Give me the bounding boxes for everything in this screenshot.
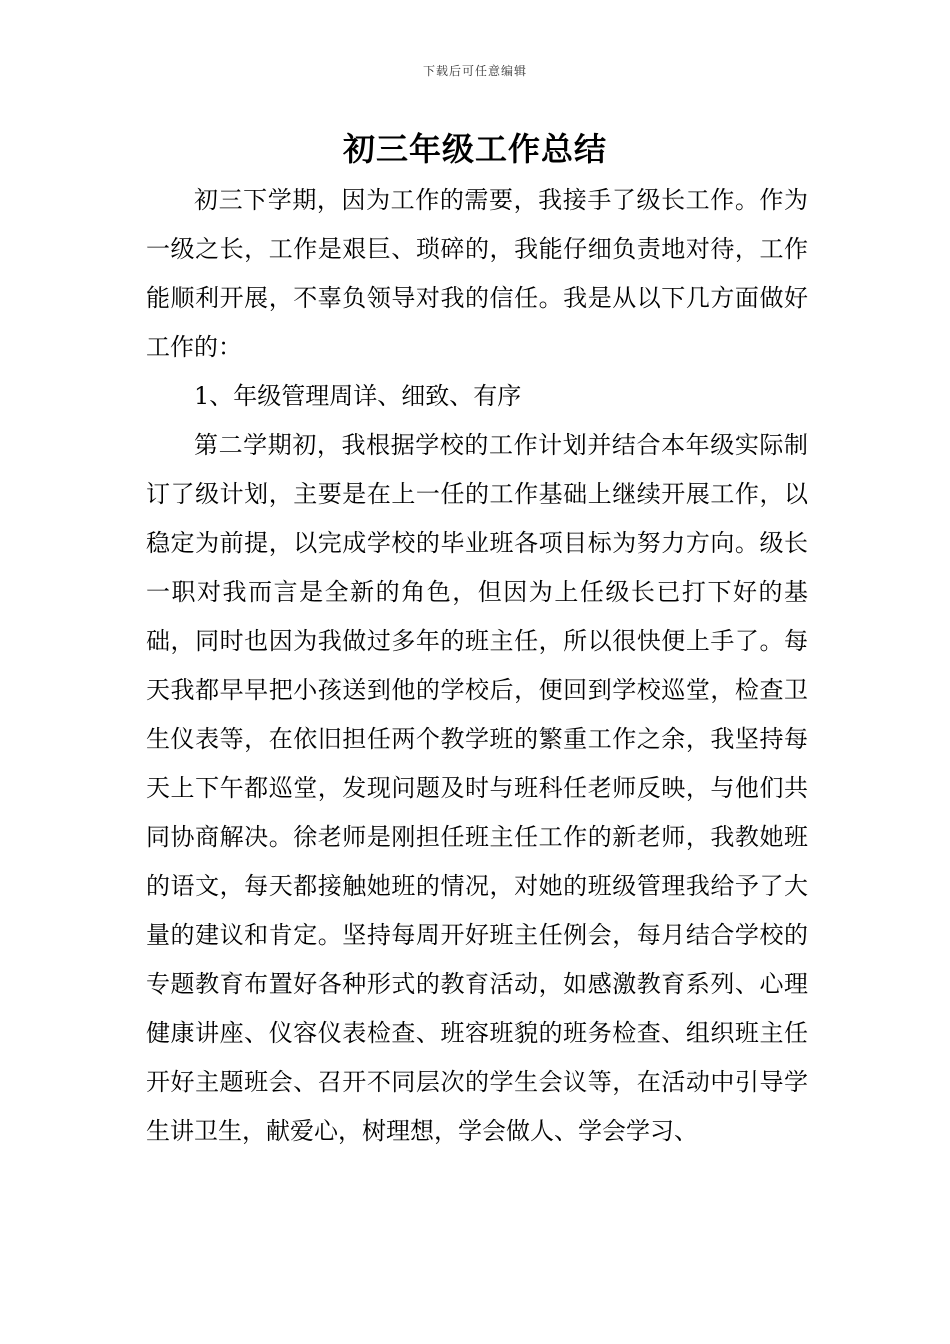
paragraph-intro: 初三下学期，因为工作的需要，我接手了级长工作。作为一级之长，工作是艰巨、琐碎的，我能仔细负责地对待，工作能顺利开展，不辜负领导对我的信任。我是从以下几方面做好工作的： [146, 186, 808, 361]
header-note: 下载后可任意编辑 [422, 64, 527, 78]
document-body [146, 176, 808, 1156]
section-heading-1: 1、年级管理周详、细致、有序 [194, 382, 522, 410]
document-title: 初三年级工作总结 [342, 130, 607, 168]
paragraph-management: 第二学期初，我根据学校的工作计划并结合本年级实际制订了级计划，主要是在上一任的工作基础上继续开展工作，以稳定为前提，以完成学校的毕业班各项目标为努力方向。级长一职对我而言是全新的角色，但因为上任级长已打下好的基础，同时也因为我做过多年的班主任，所以很快便上手了。每天我都早早把小孩送到他的学校后，便回到学校巡堂，检查卫生仪表等，在依旧担任两个教学班的繁重工作之余，我坚持每天上下午都巡堂，发现问题及时与班科任老师反映，与他们共同协商解决。徐老师是刚担任班主任工作的新老师，我教她班的语文，每天都接触她班的情况，对她的班级管理我给予了大量的建议和肯定。坚持每周开好班主任例会，每月结合学校的专题教育布置好各种形式的教育活动，如感激教育系列、心理健康讲座、仪容仪表检查、班容班貌的班务检查、组织班主任开好主题班会、召开不同层次的学生会议等，在活动中引导学生讲卫生，献爱心，树理想，学会做人、学会学习、 [146, 431, 808, 1145]
